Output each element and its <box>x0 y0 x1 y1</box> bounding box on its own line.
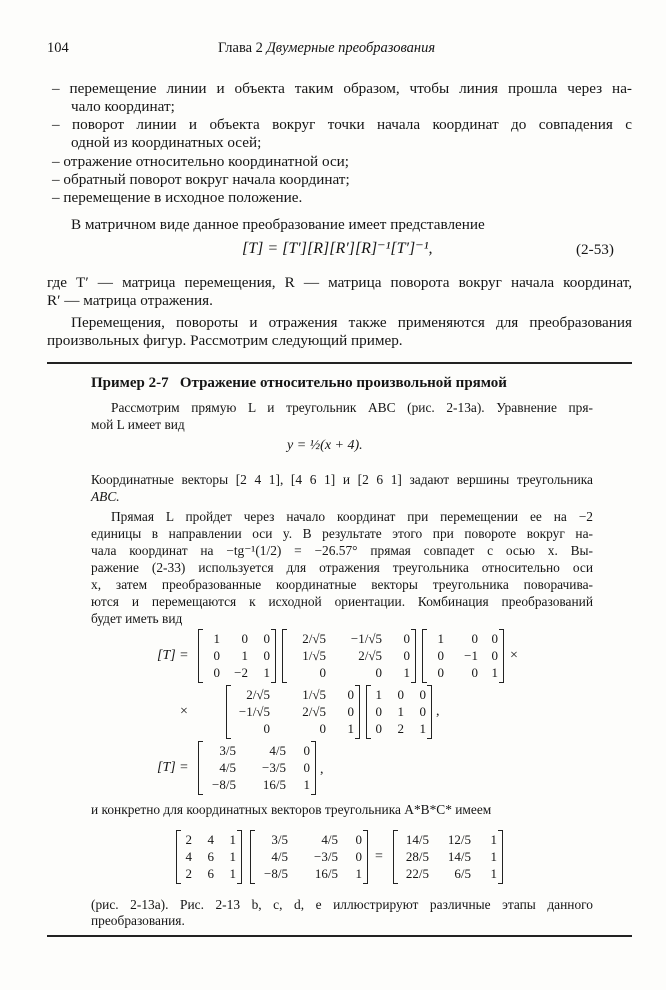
result-matrix <box>198 741 316 795</box>
vectors-text: Координатные векторы [2 4 1], [4 6 1] и [2 6 1] задают вершины треугольника <box>91 472 593 487</box>
matrix-cell: 1 <box>355 866 362 881</box>
matrix-cell: 1 <box>229 832 236 847</box>
line-equation: y = ½(x + 4). <box>287 438 363 453</box>
inverse-translation-matrix <box>366 685 432 739</box>
matrix-cell: 1 <box>419 721 426 736</box>
matrix-cell: 3/5 <box>271 832 288 847</box>
matrix-cell: 0 <box>355 849 362 864</box>
matrix-cell: −1/√5 <box>238 704 270 719</box>
paragraph: Перемещения, повороты и отражения также применяются для преобразования <box>71 314 632 331</box>
paragraph-2: произвольных фигур. Рассмотрим следующий пример. <box>47 332 403 349</box>
matrix-cell: 0 <box>471 631 478 646</box>
vectors-text-2: ABC. <box>91 489 120 504</box>
matrix-cell: 0 <box>319 665 326 680</box>
matrix-cell: 1 <box>490 866 497 881</box>
matrix-cell: 1 <box>490 849 497 864</box>
matrix-cell: 1 <box>303 777 310 792</box>
matrix-cell: −3/5 <box>262 760 286 775</box>
matrix-cell: 0 <box>303 743 310 758</box>
matrix-cell: 1 <box>375 687 382 702</box>
transformed-vertex-matrix <box>393 830 503 884</box>
matrix-cell: −1 <box>464 648 478 663</box>
matrix-cell: 1 <box>263 665 270 680</box>
matrix-cell: 4/5 <box>321 832 338 847</box>
procedure-text: чала координат на −tg⁻¹(1/2) = −26.57° прямая совпадет с осью x. Вы- <box>91 543 593 558</box>
matrix-cell: 0 <box>471 665 478 680</box>
T-label: [T] = <box>157 760 189 775</box>
matrix-cell: 4 <box>185 849 192 864</box>
matrix-cell: 1 <box>213 631 220 646</box>
procedure-text: будет иметь вид <box>91 611 183 626</box>
divider-top <box>47 362 632 364</box>
example-text-2: мой L имеет вид <box>91 417 185 432</box>
comma: , <box>436 704 440 719</box>
matrix-cell: −3/5 <box>314 849 338 864</box>
reflection-matrix <box>422 629 504 683</box>
matrix-cell: 1/√5 <box>302 687 326 702</box>
matrix-cell: 14/5 <box>447 849 471 864</box>
matrix-cell: −8/5 <box>264 866 288 881</box>
where-text-2: R′ — матрица отражения. <box>47 292 213 309</box>
matrix-cell: 1 <box>397 704 404 719</box>
matrix-cell: 2 <box>185 866 192 881</box>
matrix-cell: 0 <box>347 687 354 702</box>
list-item-continuation: одной из координатных осей; <box>71 134 262 151</box>
matrix-cell: 4/5 <box>219 760 236 775</box>
times-sign: × <box>180 704 188 719</box>
matrix-cell: 0 <box>419 687 426 702</box>
matrix-cell: 1 <box>229 866 236 881</box>
chapter-title: Двумерные преобразования <box>266 40 436 56</box>
example-text: Рассмотрим прямую L и треугольник ABC (рис. 2-13a). Уравнение пря- <box>111 400 593 415</box>
matrix-cell: 1 <box>229 849 236 864</box>
matrix-cell: 1 <box>491 665 498 680</box>
final-text-2: преобразования. <box>91 913 185 928</box>
equation-2-53: [T] = [T′][R][R′][R]⁻¹[T′]⁻¹, <box>242 240 433 257</box>
matrix-cell: 0 <box>419 704 426 719</box>
running-header <box>218 40 435 57</box>
matrix-cell: −8/5 <box>212 777 236 792</box>
example-title: Отражение относительно произвольной прямой <box>179 375 507 391</box>
procedure-text: ются и перемещаются к исходной ориентации. Комбинация преобразований <box>91 594 593 609</box>
matrix-cell: 0 <box>319 721 326 736</box>
list-item: – поворот линии и объекта вокруг точки начала координат до совпадения с <box>52 116 632 133</box>
matrix-cell: 0 <box>263 721 270 736</box>
equation-number: (2-53) <box>576 241 614 258</box>
matrix-cell: 0 <box>355 832 362 847</box>
procedure-text: x, затем преобразованные координатные векторы треугольника поворачива- <box>91 577 593 592</box>
matrix-cell: 22/5 <box>405 866 429 881</box>
concrete-text: и конкретно для координатных векторов треугольника A*B*C* имеем <box>91 802 492 817</box>
matrix-cell: 1 <box>347 721 354 736</box>
T-label: [T] = <box>157 648 189 663</box>
matrix-cell: 3/5 <box>219 743 236 758</box>
procedure-text: ражение (2-33) используется для отражения треугольника относительно оси <box>91 560 593 575</box>
matrix-cell: 4/5 <box>269 743 286 758</box>
list-item-continuation: чало координат; <box>71 98 175 115</box>
matrix-cell: 0 <box>397 687 404 702</box>
matrix-cell: 14/5 <box>405 832 429 847</box>
transform-matrix <box>250 830 368 884</box>
example-heading <box>91 375 507 392</box>
equals-sign: = <box>375 849 383 864</box>
comma: , <box>320 762 324 777</box>
list-item: – перемещение в исходное положение. <box>52 189 303 206</box>
list-item: – обратный поворот вокруг начала координат; <box>52 171 350 188</box>
chapter-label: Глава 2 <box>218 40 263 56</box>
matrix-cell: 4/5 <box>271 849 288 864</box>
matrix-cell: 6 <box>207 849 214 864</box>
matrix-cell: 6 <box>207 866 214 881</box>
matrix-cell: 16/5 <box>262 777 286 792</box>
matrix-cell: 0 <box>403 631 410 646</box>
vertex-matrix <box>176 830 242 884</box>
final-text: (рис. 2-13a). Рис. 2-13 b, c, d, e иллюстрируют различные этапы данного <box>91 897 593 912</box>
list-item: – отражение относительно координатной оси; <box>52 153 350 170</box>
matrix-cell: 12/5 <box>447 832 471 847</box>
matrix-cell: −2 <box>234 665 248 680</box>
matrix-cell: 1 <box>241 648 248 663</box>
example-label: Пример 2-7 <box>91 375 169 391</box>
matrix-cell: 0 <box>491 631 498 646</box>
matrix-cell: 0 <box>347 704 354 719</box>
matrix-cell: 2/√5 <box>302 631 326 646</box>
matrix-cell: 2/√5 <box>302 704 326 719</box>
matrix-cell: 2/√5 <box>246 687 270 702</box>
translation-matrix <box>198 629 276 683</box>
matrix-cell: 1 <box>490 832 497 847</box>
matrix-cell: 0 <box>263 648 270 663</box>
matrix-cell: 0 <box>213 648 220 663</box>
matrix-cell: 0 <box>303 760 310 775</box>
divider-bottom <box>47 935 632 937</box>
matrix-cell: 1/√5 <box>302 648 326 663</box>
matrix-cell: 0 <box>491 648 498 663</box>
matrix-cell: 0 <box>437 665 444 680</box>
matrix-cell: 0 <box>375 721 382 736</box>
times-sign: × <box>510 648 518 663</box>
matrix-cell: 1 <box>403 665 410 680</box>
matrix-cell: 0 <box>403 648 410 663</box>
matrix-cell: 0 <box>263 631 270 646</box>
matrix-cell: 0 <box>213 665 220 680</box>
procedure-text: Прямая L пройдет через начало координат при перемещении ее на −2 <box>111 509 593 524</box>
matrix-cell: 16/5 <box>314 866 338 881</box>
matrix-cell: 1 <box>437 631 444 646</box>
matrix-cell: 4 <box>207 832 214 847</box>
matrix-cell: 0 <box>241 631 248 646</box>
matrix-cell: 0 <box>375 665 382 680</box>
matrix-cell: 2 <box>185 832 192 847</box>
inverse-rotation-matrix <box>226 685 360 739</box>
matrix-cell: 6/5 <box>454 866 471 881</box>
procedure-text: единицы в направлении оси y. В результате этого при повороте вокруг на- <box>91 526 593 541</box>
matrix-cell: 0 <box>375 704 382 719</box>
matrix-cell: 28/5 <box>405 849 429 864</box>
matrix-intro: В матричном виде данное преобразование имеет представление <box>71 216 485 233</box>
where-text: где T′ — матрица перемещения, R — матрица поворота вокруг начала координат, <box>47 274 632 291</box>
matrix-cell: 0 <box>437 648 444 663</box>
list-item: – перемещение линии и объекта таким образом, чтобы линия прошла через на- <box>52 80 632 97</box>
matrix-cell: 2 <box>397 721 404 736</box>
rotation-matrix <box>282 629 416 683</box>
matrix-cell: 2/√5 <box>358 648 382 663</box>
page-number: 104 <box>47 40 69 56</box>
matrix-cell: −1/√5 <box>350 631 382 646</box>
